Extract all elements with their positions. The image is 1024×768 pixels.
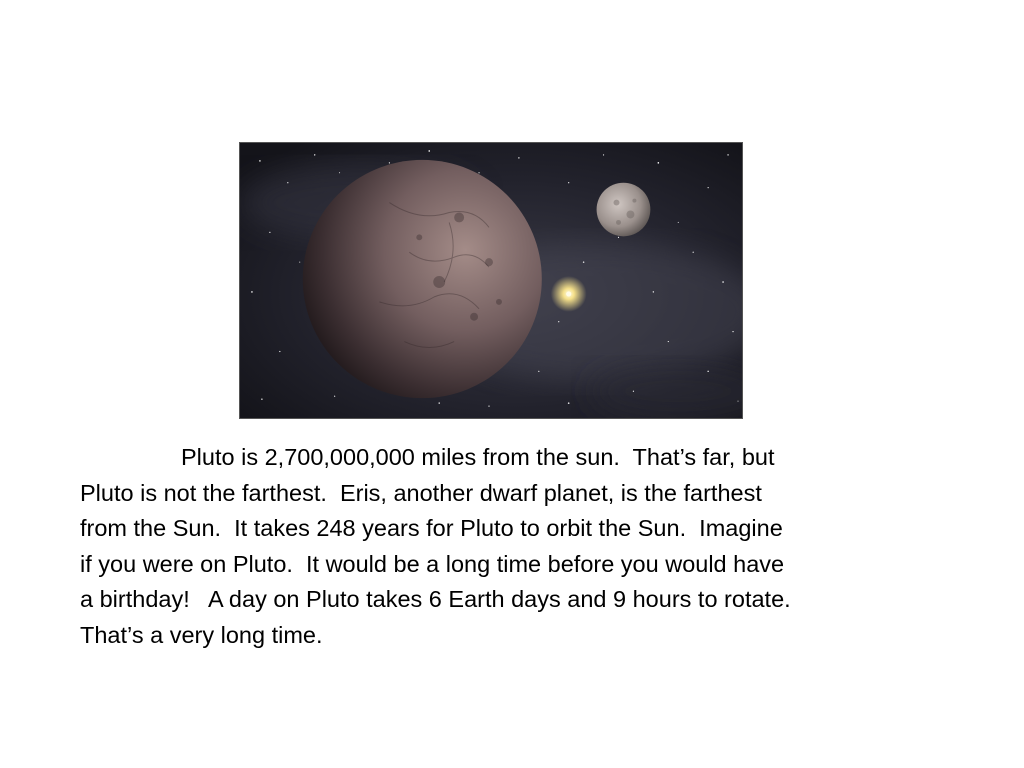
body-line-1: Pluto is 2,700,000,000 miles from the sun. That’s far, but: [181, 444, 775, 470]
body-line-6: That’s a very long time.: [80, 621, 323, 648]
body-line-4: if you were on Pluto. It would be a long time before you would have: [80, 550, 785, 577]
pluto-charon-image: [239, 142, 743, 419]
pluto-and-charon-space-image-icon: [240, 143, 742, 418]
body-line-2: Pluto is not the farthest. Eris, another dwarf planet, is the farthest: [80, 479, 762, 506]
body-line-3: from the Sun. It takes 248 years for Pluto to orbit the Sun. Imagine: [80, 515, 783, 541]
body-paragraph: [80, 440, 950, 653]
body-line-5: a birthday! A day on Pluto takes 6 Earth days and 9 hours to rotate.: [80, 586, 791, 612]
